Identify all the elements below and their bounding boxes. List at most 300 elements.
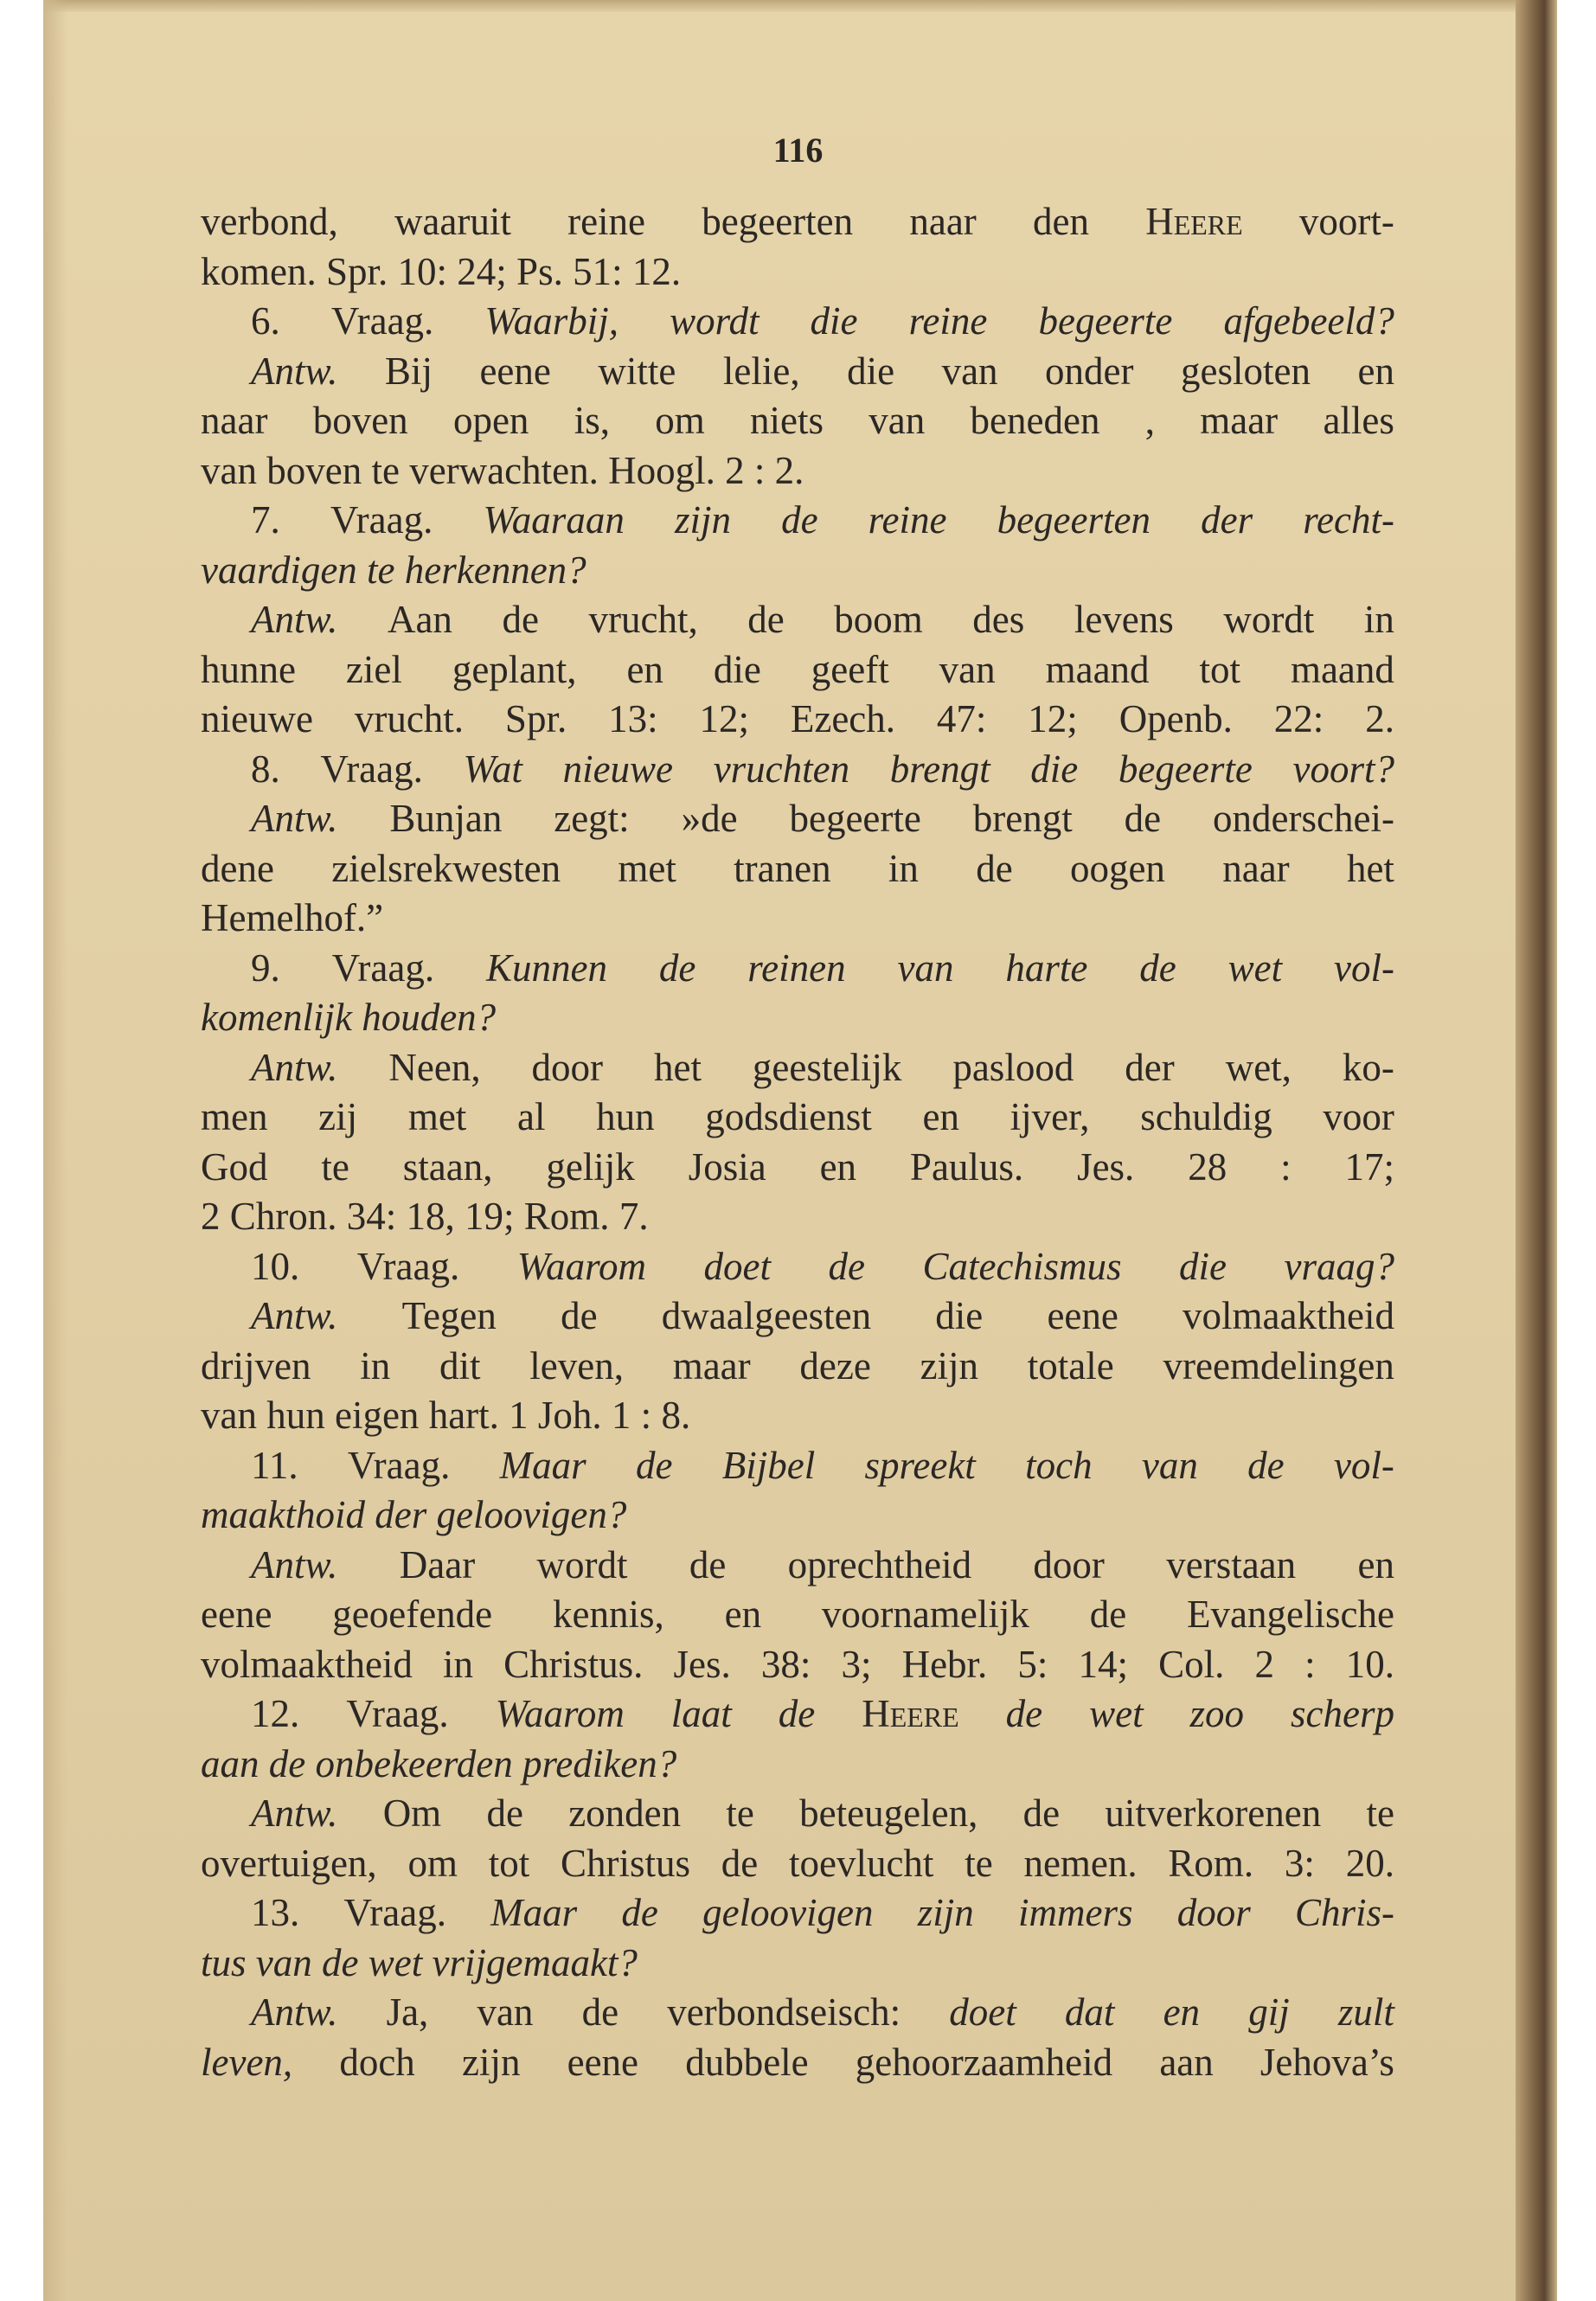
text-line	[201, 347, 1394, 397]
word: vreemdelingen	[1163, 1343, 1394, 1388]
word: niets	[750, 399, 824, 442]
word: witte	[598, 349, 676, 393]
word: harte	[1005, 945, 1088, 990]
word: leven,	[201, 2040, 293, 2084]
text-line	[201, 794, 1394, 844]
word: Tegen	[401, 1294, 497, 1337]
word: God	[201, 1144, 268, 1189]
word: die	[1030, 747, 1079, 791]
word: toevlucht	[788, 1841, 934, 1885]
text-run	[499, 1391, 509, 1441]
text-line	[201, 396, 1394, 446]
text-line	[201, 1342, 1394, 1392]
word: Chris-	[1294, 1891, 1394, 1934]
text-run: 2	[201, 1195, 221, 1238]
text-run: 51:	[573, 249, 623, 293]
word: gesloten	[1181, 349, 1311, 393]
word: paslood	[952, 1045, 1074, 1089]
word: Maar	[499, 1443, 586, 1487]
word: verbond,	[201, 200, 338, 243]
text-run: Joh.	[537, 1394, 602, 1437]
word: dwaalgeesten	[661, 1294, 872, 1337]
text-run	[447, 247, 457, 298]
word: Jes.	[673, 1642, 731, 1686]
text-run: 1	[509, 1394, 529, 1437]
word: vrucht.	[354, 697, 465, 740]
word: de	[689, 1542, 727, 1586]
word: beneden	[970, 399, 1100, 442]
word: dene	[201, 846, 274, 890]
word: eene	[201, 1593, 272, 1636]
word: Waarom	[495, 1692, 625, 1735]
word: recht-	[1303, 498, 1394, 542]
word: ijver,	[1010, 1095, 1090, 1138]
word: van	[869, 399, 926, 442]
word: Josia	[688, 1144, 766, 1189]
word: uitverkorenen	[1105, 1791, 1322, 1835]
text-run: 1	[611, 1394, 631, 1437]
word: Christus.	[503, 1642, 644, 1686]
word: Paulus.	[909, 1144, 1024, 1189]
text-run: Rom.	[523, 1195, 610, 1238]
word: toch	[1025, 1443, 1093, 1487]
word: dubbele	[685, 2040, 809, 2084]
word: Neen,	[388, 1045, 481, 1089]
word: zijn	[461, 2040, 521, 2084]
word: doet	[949, 1990, 1016, 2034]
word: vraag?	[1284, 1244, 1394, 1288]
word: Vraag.	[330, 498, 433, 542]
text-line	[201, 1939, 1394, 1989]
word: Waarbij,	[484, 299, 619, 343]
word: Vraag.	[347, 1443, 451, 1487]
text-line	[201, 1590, 1394, 1640]
text-line	[201, 546, 1394, 596]
word: oprechtheid	[787, 1542, 972, 1586]
text-line	[201, 1093, 1394, 1143]
text-line	[201, 446, 1394, 497]
word: doet	[703, 1244, 771, 1288]
word: wet,	[1225, 1045, 1292, 1089]
word: Col.	[1158, 1642, 1225, 1686]
word: de	[1022, 1791, 1061, 1835]
text-run: der	[375, 1493, 427, 1536]
word: begeerte	[1118, 747, 1253, 791]
text-run	[422, 1939, 432, 1989]
text-run: aan	[201, 1741, 260, 1785]
word: verbondseisch:	[667, 1990, 901, 2034]
word: zijn	[674, 498, 731, 542]
word: der	[1201, 498, 1253, 542]
word: Christus	[560, 1841, 690, 1885]
text-line	[201, 993, 1394, 1043]
word: Antw.	[251, 1791, 338, 1835]
text-run: van	[255, 1940, 312, 1984]
text-run	[325, 1391, 335, 1441]
text-run: wet	[368, 1940, 423, 1984]
word: tot	[488, 1841, 530, 1885]
word: wet	[1227, 945, 1283, 990]
word: Daar	[399, 1542, 476, 1586]
text-line	[201, 1490, 1394, 1541]
word: 12;	[1028, 697, 1078, 740]
word: zielsrekwesten	[331, 846, 561, 890]
text-run: geloovigen?	[436, 1493, 627, 1536]
text-run: te	[371, 448, 400, 492]
text-line	[201, 1689, 1394, 1740]
text-run	[365, 1490, 375, 1541]
word: van	[939, 647, 996, 691]
text-line	[201, 1242, 1394, 1292]
text-run	[455, 1192, 465, 1242]
text-run: Ps.	[516, 249, 563, 293]
text-run: boven	[266, 448, 362, 492]
word: zult	[1337, 1990, 1394, 2034]
word: Kunnen	[486, 945, 608, 990]
text-run	[610, 1192, 619, 1242]
text-run: van	[201, 448, 257, 492]
text-line	[201, 1888, 1394, 1939]
word: de	[778, 1692, 816, 1735]
text-run: 24;	[457, 249, 507, 293]
word: Bunjan	[389, 797, 503, 840]
word: hunne	[201, 647, 296, 691]
word: te	[1366, 1791, 1394, 1835]
word: en	[1357, 349, 1394, 393]
word: 3;	[841, 1642, 872, 1686]
text-run	[529, 1391, 538, 1441]
word: scherp	[1291, 1692, 1394, 1735]
word: brengt	[972, 797, 1073, 840]
text-line	[201, 1043, 1394, 1093]
word: Vraag.	[330, 299, 434, 343]
text-line	[201, 2038, 1394, 2088]
word: overtuigen,	[201, 1841, 377, 1885]
word: 14;	[1078, 1642, 1129, 1686]
word: de	[1139, 945, 1176, 990]
word: Antw.	[251, 1990, 338, 2034]
word: Antw.	[251, 598, 338, 641]
text-run	[602, 1391, 612, 1441]
word: in	[1363, 598, 1394, 641]
word: die	[713, 647, 761, 691]
word: :	[1304, 1642, 1316, 1686]
text-run: 2.	[774, 448, 804, 492]
word: het	[653, 1045, 702, 1089]
word: de	[828, 1244, 865, 1288]
word: voor	[1323, 1095, 1394, 1138]
text-run: komen.	[201, 249, 317, 293]
word: zonden	[568, 1791, 682, 1835]
text-run	[426, 1490, 436, 1541]
text-run: vaardigen	[201, 548, 357, 592]
text-line	[201, 1988, 1394, 2038]
text-run: 2	[725, 448, 745, 492]
text-run	[507, 247, 516, 298]
word: geplant,	[452, 647, 577, 691]
word: in	[443, 1642, 474, 1686]
word: naar	[1222, 846, 1290, 890]
text-run	[312, 1939, 322, 1989]
word: om	[407, 1841, 458, 1885]
word: naar	[909, 200, 977, 243]
word: schuldig	[1140, 1095, 1272, 1138]
word: de	[561, 1294, 598, 1337]
text-run	[623, 247, 632, 298]
text-run	[765, 446, 774, 497]
word: van	[1141, 1443, 1198, 1487]
text-run: de	[322, 1940, 359, 1984]
text-run: herkennen?	[404, 548, 586, 592]
word: Om	[382, 1791, 442, 1835]
text-run	[317, 247, 326, 298]
word: Bijbel	[721, 1443, 816, 1487]
word: de	[486, 1791, 523, 1835]
word: eene	[567, 2040, 639, 2084]
word: de	[781, 498, 818, 542]
word: nieuwe	[201, 697, 313, 740]
text-run	[388, 247, 397, 298]
word: men	[201, 1095, 268, 1138]
word: Vraag.	[346, 1692, 449, 1735]
word: boven	[312, 399, 408, 442]
word: dat	[1064, 1990, 1115, 2034]
word: 38:	[760, 1642, 811, 1686]
word: gelijk	[546, 1144, 635, 1189]
text-line	[201, 695, 1394, 745]
word: immers	[1018, 1891, 1133, 1934]
word: de	[976, 846, 1013, 890]
text-run	[362, 446, 371, 497]
text-run	[357, 546, 367, 596]
word: 10.	[1345, 1642, 1394, 1686]
text-line	[201, 944, 1394, 994]
word: tranen	[734, 846, 831, 890]
text-run	[305, 1740, 315, 1790]
word: reinen	[747, 945, 846, 990]
word: in	[360, 1343, 391, 1388]
word: zoo	[1189, 1692, 1245, 1735]
word: alles	[1323, 399, 1394, 442]
word: zij	[318, 1095, 358, 1138]
text-run	[221, 1192, 230, 1242]
word: den	[1033, 200, 1089, 243]
page-top-edge	[43, 0, 1553, 12]
text-line	[201, 1640, 1394, 1690]
text-run	[395, 546, 405, 596]
word: des	[972, 598, 1025, 641]
word: maand	[1045, 647, 1150, 691]
text-run: van	[201, 1394, 257, 1437]
word: eene	[479, 349, 551, 393]
binding-edge	[1516, 0, 1557, 2301]
word: lelie,	[722, 349, 800, 393]
word: Vraag.	[331, 945, 435, 990]
word: ,	[1144, 399, 1155, 442]
word: die	[1179, 1244, 1227, 1288]
text-run	[358, 1939, 368, 1989]
word: nemen.	[1023, 1841, 1138, 1885]
word: begeerten	[997, 498, 1151, 542]
word: vol-	[1333, 1443, 1394, 1487]
word: 28	[1188, 1144, 1227, 1189]
text-run: prediken?	[522, 1741, 677, 1785]
word: en	[1163, 1990, 1201, 2034]
word: Vraag.	[356, 1244, 460, 1288]
word: voornamelijk	[821, 1593, 1029, 1636]
word: 12;	[699, 697, 749, 740]
word: leven,	[529, 1343, 624, 1388]
word: Vraag.	[343, 1891, 446, 1934]
word: te	[965, 1841, 993, 1885]
text-run: onbekeerden	[315, 1741, 513, 1785]
word: geeft	[811, 647, 889, 691]
word: kennis,	[553, 1593, 664, 1636]
text-run: 10:	[397, 249, 448, 293]
word: open	[452, 399, 529, 442]
word: Catechismus	[922, 1244, 1122, 1288]
text-line	[201, 496, 1394, 546]
word: hun	[596, 1095, 655, 1138]
word: en	[626, 647, 663, 691]
text-run	[400, 446, 409, 497]
word: Heere	[862, 1692, 959, 1735]
text-run: :	[640, 1394, 652, 1437]
word: drijven	[201, 1343, 311, 1388]
text-line	[201, 894, 1394, 944]
word: voort?	[1292, 747, 1394, 791]
word: geoefende	[332, 1593, 493, 1636]
word: is,	[574, 399, 610, 442]
word: 9.	[251, 945, 280, 990]
word: Evangelische	[1187, 1593, 1394, 1636]
word: de	[1247, 1443, 1285, 1487]
word: Antw.	[251, 1045, 338, 1089]
word: en	[724, 1593, 762, 1636]
word: maand	[1290, 647, 1394, 691]
text-line	[201, 1839, 1394, 1889]
word: reine	[567, 200, 646, 243]
word: volmaaktheid	[201, 1642, 413, 1686]
word: Jes.	[1077, 1144, 1135, 1189]
word: het	[1346, 846, 1394, 890]
word: Rom.	[1168, 1841, 1254, 1885]
word: 22:	[1273, 697, 1324, 740]
word: Antw.	[251, 1294, 338, 1337]
word: onder	[1045, 349, 1134, 393]
word: 2.	[1365, 697, 1394, 740]
word: Wat	[463, 747, 522, 791]
word: brengt	[889, 747, 990, 791]
word: 13.	[251, 1891, 300, 1934]
text-line	[201, 595, 1394, 645]
word: aan	[1159, 2040, 1214, 2084]
word: die	[847, 349, 895, 393]
word: levens	[1074, 598, 1174, 641]
word: nieuwe	[562, 747, 674, 791]
word: Spr.	[504, 697, 567, 740]
text-line	[201, 1740, 1394, 1790]
word: oogen	[1069, 846, 1165, 890]
word: Antw.	[251, 797, 338, 840]
word: volmaaktheid	[1183, 1294, 1394, 1337]
word: 13:	[608, 697, 658, 740]
word: Antw.	[251, 1542, 338, 1586]
word: Heere	[1145, 200, 1243, 243]
word: wordt	[536, 1542, 628, 1586]
text-run	[599, 446, 608, 497]
word: wordt	[1223, 598, 1315, 641]
text-run	[651, 1391, 661, 1441]
word: met	[407, 1095, 467, 1138]
page-left-shadow	[43, 0, 67, 2301]
word: maar	[1200, 399, 1279, 442]
word: van	[897, 945, 954, 990]
word: Waarom	[516, 1244, 646, 1288]
word: door	[1033, 1542, 1105, 1586]
text-run: eigen	[334, 1394, 420, 1437]
word: de	[1089, 1593, 1127, 1636]
word: eene	[1047, 1294, 1118, 1337]
text-line	[201, 1789, 1394, 1839]
word: deze	[799, 1343, 871, 1388]
text-run: :	[753, 448, 766, 492]
word: begeerte	[1038, 299, 1173, 343]
text-run: Hemelhof.”	[201, 896, 384, 939]
word: te	[726, 1791, 754, 1835]
text-run	[563, 247, 573, 298]
word: en	[819, 1144, 857, 1189]
text-run: vrijgemaakt?	[432, 1940, 638, 1984]
word: dit	[439, 1343, 481, 1388]
text-run: 12.	[631, 249, 682, 293]
text-line	[201, 197, 1394, 247]
word: reine	[868, 498, 947, 542]
body-text	[201, 197, 1394, 2087]
text-line	[201, 1143, 1394, 1193]
word: de	[581, 1990, 619, 2034]
text-line	[201, 645, 1394, 695]
word: godsdienst	[705, 1095, 872, 1138]
text-run: maakthoid	[201, 1493, 365, 1536]
text-run: 18,	[406, 1195, 455, 1238]
text-run: de	[268, 1741, 306, 1785]
word: de	[1005, 1692, 1043, 1735]
word: Vraag.	[320, 747, 423, 791]
word: Waaraan	[483, 498, 625, 542]
text-run: komenlijk	[201, 996, 352, 1039]
word: begeerte	[789, 797, 921, 840]
word: de	[721, 1841, 759, 1885]
word: 47:	[936, 697, 987, 740]
word: geestelijk	[752, 1045, 902, 1089]
word: boom	[834, 598, 923, 641]
text-run: houden?	[362, 996, 497, 1039]
word: Bij	[384, 349, 433, 393]
word: verstaan	[1166, 1542, 1297, 1586]
word: gehoorzaamheid	[855, 2040, 1113, 2084]
word: de	[635, 1443, 673, 1487]
word: Aan	[387, 598, 452, 641]
word: 7.	[251, 498, 280, 542]
word: vruchten	[713, 747, 850, 791]
page-number: 116	[772, 131, 824, 170]
word: ziel	[345, 647, 402, 691]
word: de	[621, 1891, 658, 1934]
word: voort-	[1298, 200, 1394, 243]
word: Ja,	[386, 1990, 429, 2034]
word: door	[1176, 1891, 1251, 1934]
